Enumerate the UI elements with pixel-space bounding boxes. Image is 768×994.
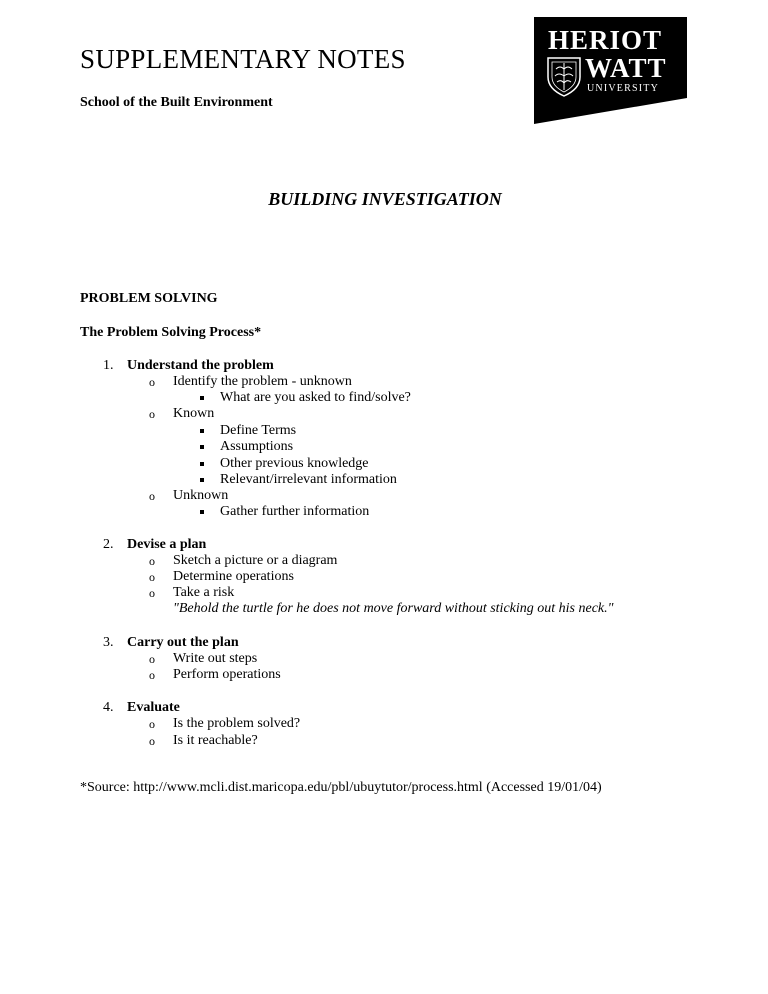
hollow-bullet-icon: o (149, 554, 155, 568)
square-bullet-icon (200, 462, 204, 466)
hollow-bullet-icon: o (149, 652, 155, 666)
list-item: Is it reachable? (173, 733, 258, 748)
hollow-bullet-icon: o (149, 717, 155, 731)
list-item: Known (173, 406, 215, 421)
logo-text-university: UNIVERSITY (587, 83, 659, 94)
hollow-bullet-icon: o (149, 407, 155, 421)
square-bullet-icon (200, 429, 204, 433)
list-item: Is the problem solved? (173, 716, 301, 731)
sub-list-item: Define Terms (220, 423, 297, 438)
step-number: 4. (103, 700, 114, 715)
list-item: Identify the problem - unknown (173, 374, 352, 389)
sub-list-item: Other previous knowledge (220, 456, 369, 471)
hollow-bullet-icon: o (149, 668, 155, 682)
list-item: Take a risk (173, 585, 235, 600)
school-name: School of the Built Environment (80, 95, 273, 110)
step-title: Carry out the plan (127, 635, 239, 650)
heriot-watt-logo (534, 17, 687, 124)
sub-list-item: Assumptions (220, 439, 294, 454)
hollow-bullet-icon: o (149, 734, 155, 748)
turtle-quote: "Behold the turtle for he does not move forward without sticking out his neck." (173, 601, 614, 616)
hollow-bullet-icon: o (149, 489, 155, 503)
square-bullet-icon (200, 510, 204, 514)
step-title: Evaluate (127, 700, 180, 715)
square-bullet-icon (200, 445, 204, 449)
hollow-bullet-icon: o (149, 586, 155, 600)
sub-list-item: What are you asked to find/solve? (220, 390, 411, 405)
subsection-heading: The Problem Solving Process* (80, 325, 262, 340)
list-item: Sketch a picture or a diagram (173, 553, 338, 568)
sub-list-item: Gather further information (220, 504, 370, 519)
logo-text-watt: WATT (585, 53, 667, 83)
square-bullet-icon (200, 396, 204, 400)
step-number: 1. (103, 358, 114, 373)
square-bullet-icon (200, 478, 204, 482)
hollow-bullet-icon: o (149, 570, 155, 584)
list-item: Determine operations (173, 569, 294, 584)
source-footnote: *Source: http://www.mcli.dist.maricopa.edu/pbl/ubuytutor/process.html (Accessed 19/01/04) (80, 780, 602, 795)
step-number: 3. (103, 635, 114, 650)
step-title: Understand the problem (127, 358, 274, 373)
page-title: SUPPLEMENTARY NOTES (80, 44, 406, 74)
step-title: Devise a plan (127, 537, 207, 552)
logo-graphic (534, 17, 687, 124)
hollow-bullet-icon: o (149, 375, 155, 389)
sub-list-item: Relevant/irrelevant information (220, 472, 397, 487)
document-title-text: BUILDING INVESTIGATION (268, 189, 502, 209)
step-number: 2. (103, 537, 114, 552)
list-item: Unknown (173, 488, 229, 503)
document-title (0, 189, 768, 210)
logo-text-heriot: HERIOT (548, 25, 663, 55)
list-item: Perform operations (173, 667, 281, 682)
section-heading: PROBLEM SOLVING (80, 291, 218, 306)
list-item: Write out steps (173, 651, 258, 666)
